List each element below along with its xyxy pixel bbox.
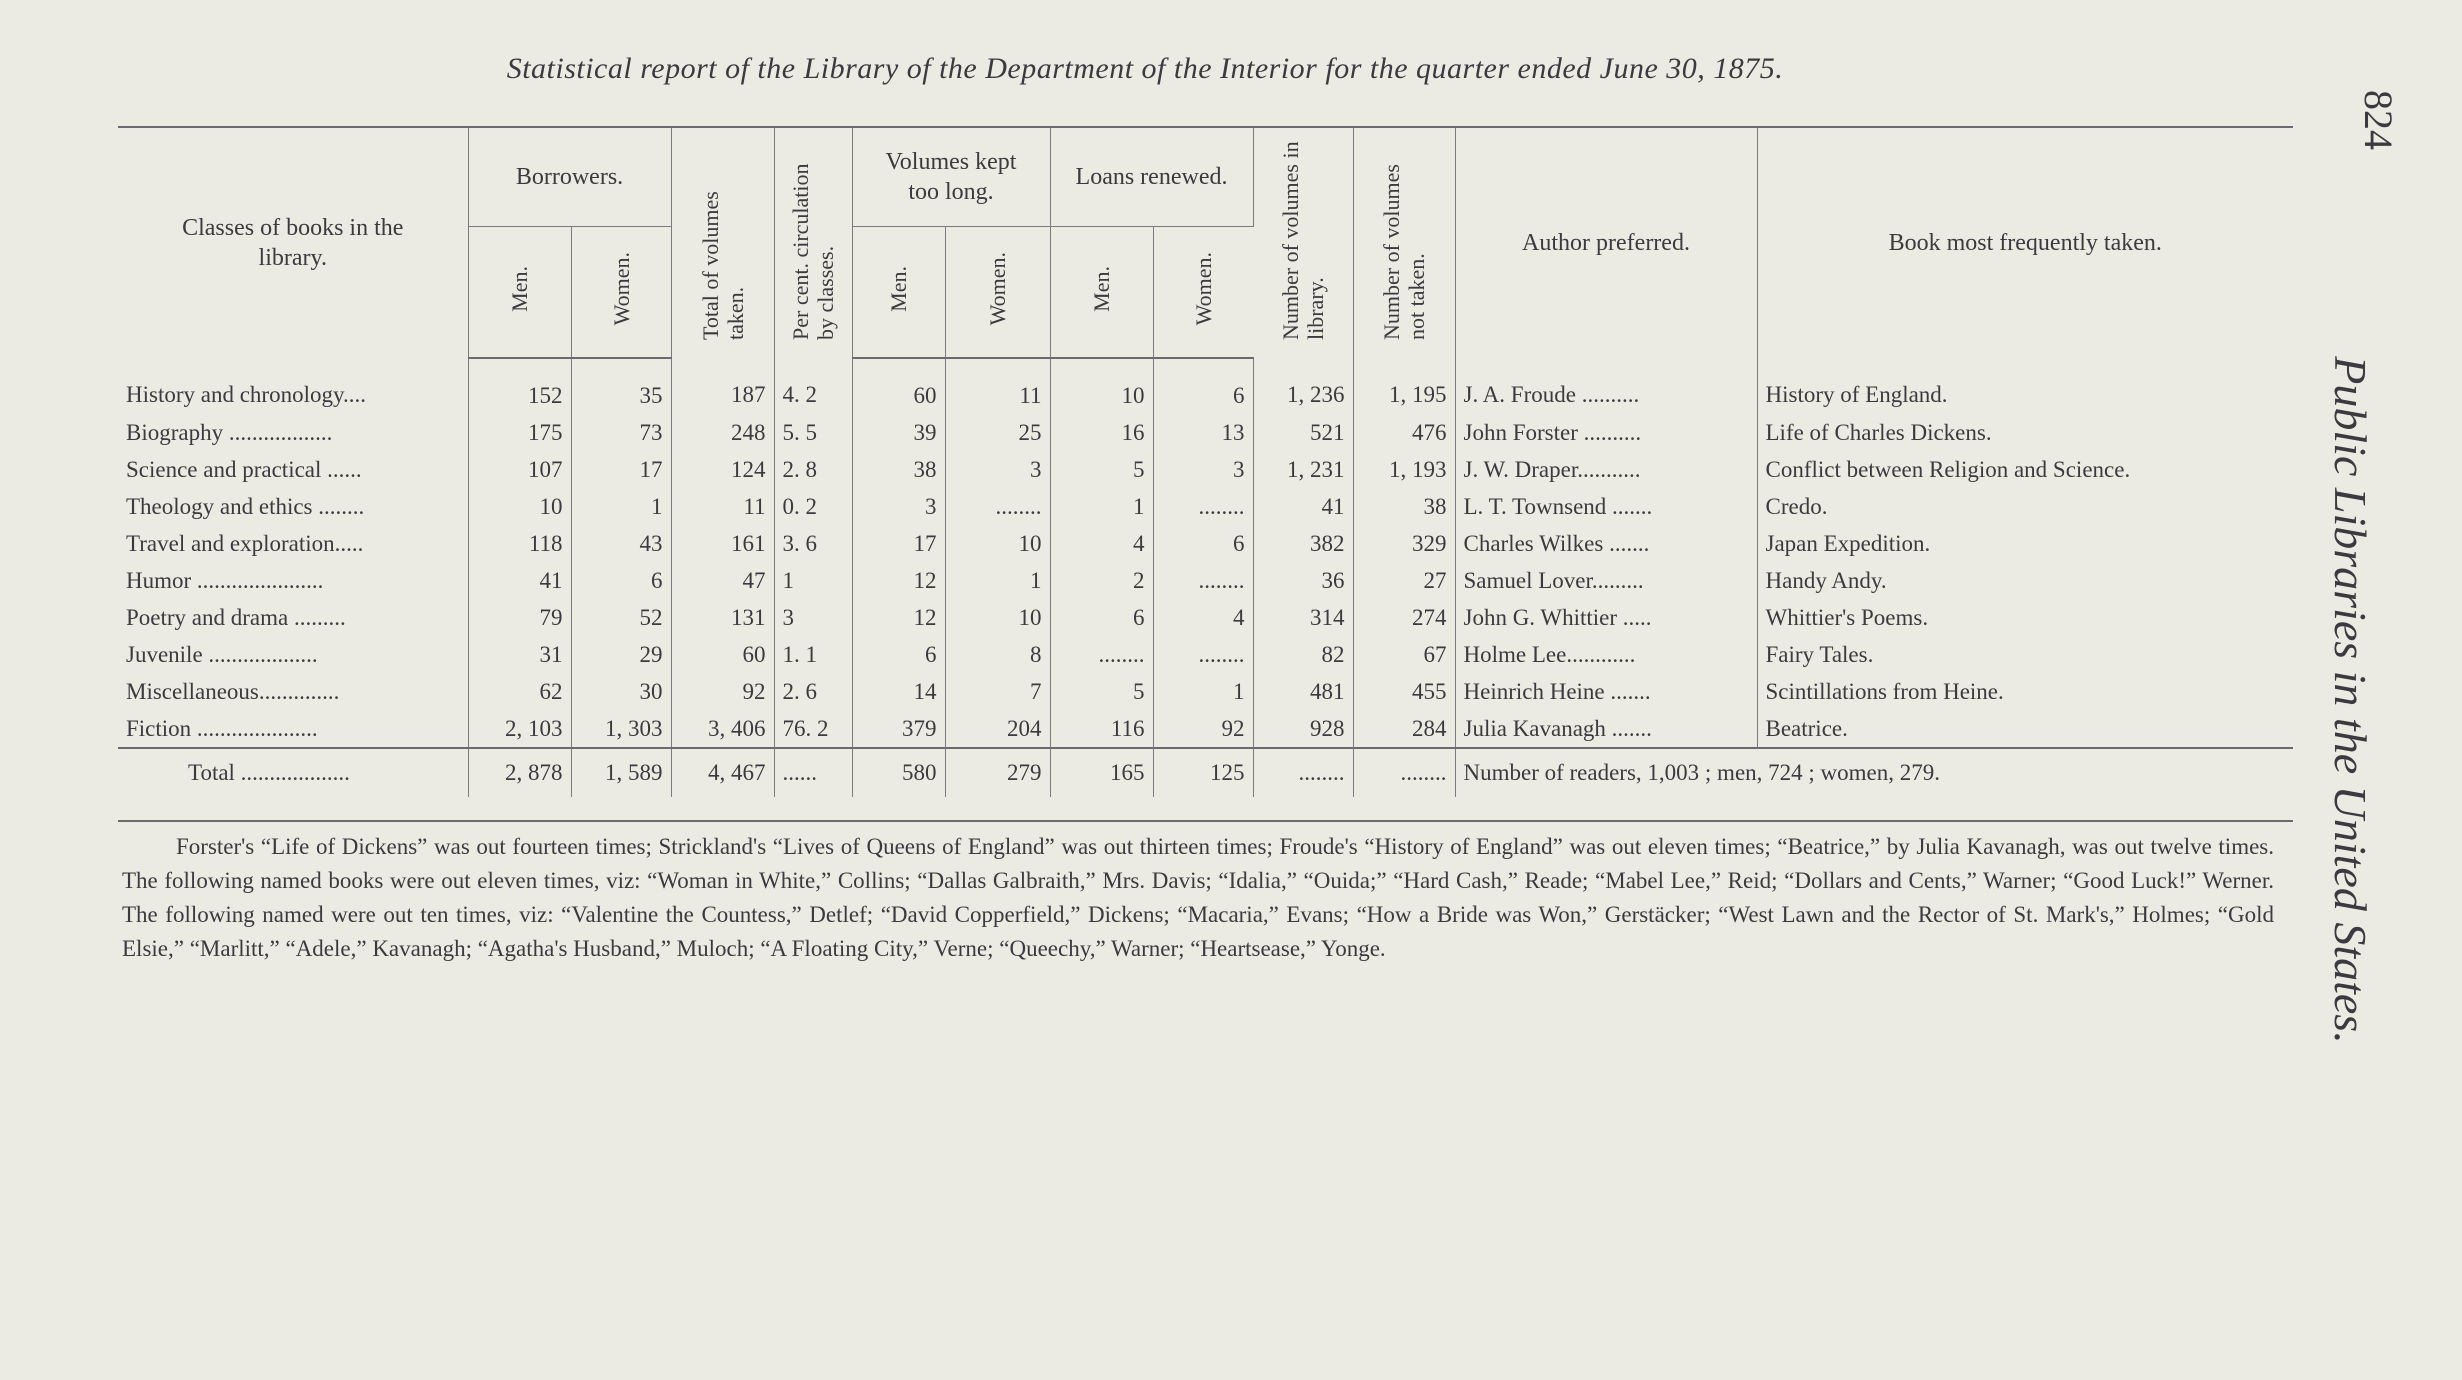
row-kept-women: 1 (945, 562, 1050, 599)
row-class: Juvenile ................... (118, 636, 468, 673)
row-author: J. W. Draper........... (1455, 451, 1757, 488)
row-kept-men: 14 (852, 673, 945, 710)
header-borrowers: Borrowers. (468, 128, 671, 227)
header-kept-women: Women. (945, 227, 1050, 359)
page-title: Statistical report of the Library of the Department of the Interior for the quarter ended June 30, 1875. (506, 52, 1784, 85)
row-renewed-women: 4 (1153, 599, 1253, 636)
total-per-cent: ...... (774, 748, 852, 797)
row-renewed-men: ........ (1050, 636, 1153, 673)
row-per-cent: 76. 2 (774, 710, 852, 748)
row-kept-women: ........ (945, 488, 1050, 525)
row-renewed-women: 6 (1153, 358, 1253, 414)
row-author: J. A. Froude .......... (1455, 358, 1757, 414)
total-borrowers-men: 2, 878 (468, 748, 571, 797)
table-row (118, 636, 2293, 673)
row-class: Fiction ..................... (118, 710, 468, 748)
row-borrowers-women: 29 (571, 636, 671, 673)
row-volumes-taken: 187 (671, 358, 774, 414)
row-kept-women: 7 (945, 673, 1050, 710)
row-book: Fairy Tales. (1765, 641, 1874, 667)
row-volumes-taken: 47 (671, 562, 774, 599)
row-author: Holme Lee............ (1455, 636, 1757, 673)
row-author: John Forster .......... (1455, 414, 1757, 451)
header-kept-men: Men. (852, 227, 945, 359)
row-volumes-taken: 248 (671, 414, 774, 451)
row-borrowers-men: 79 (468, 599, 571, 636)
row-renewed-men: 1 (1050, 488, 1153, 525)
row-renewed-women: ........ (1153, 488, 1253, 525)
row-class: Poetry and drama ......... (118, 599, 468, 636)
row-per-cent: 2. 8 (774, 451, 852, 488)
row-book: Whittier's Poems. (1765, 604, 1929, 630)
row-borrowers-women: 17 (571, 451, 671, 488)
table-row (118, 599, 2293, 636)
row-kept-men: 379 (852, 710, 945, 748)
row-renewed-men: 16 (1050, 414, 1153, 451)
row-class: Biography .................. (118, 414, 468, 451)
total-row (118, 748, 2293, 797)
header-author: Author preferred. (1455, 128, 1757, 358)
row-not-taken: 274 (1353, 599, 1455, 636)
row-not-taken: 67 (1353, 636, 1455, 673)
row-class: Science and practical ...... (118, 451, 468, 488)
row-book: Beatrice. (1765, 715, 1848, 741)
row-author: L. T. Townsend ....... (1455, 488, 1757, 525)
row-renewed-men: 4 (1050, 525, 1153, 562)
row-renewed-men: 5 (1050, 451, 1153, 488)
row-book: Handy Andy. (1765, 567, 1887, 593)
table-row (118, 562, 2293, 599)
row-borrowers-women: 1 (571, 488, 671, 525)
bottom-rule (118, 820, 2293, 822)
row-per-cent: 1 (774, 562, 852, 599)
row-per-cent: 3 (774, 599, 852, 636)
row-author: Heinrich Heine ....... (1455, 673, 1757, 710)
table-row (118, 358, 2293, 414)
row-renewed-women: 1 (1153, 673, 1253, 710)
total-label: Total ................... (118, 748, 468, 797)
page-number: 824 (2356, 90, 2401, 150)
table-row (118, 673, 2293, 710)
row-per-cent: 2. 6 (774, 673, 852, 710)
row-kept-men: 3 (852, 488, 945, 525)
row-class: Theology and ethics ........ (118, 488, 468, 525)
table-row (118, 710, 2293, 748)
footnote: Forster's “Life of Dickens” was out fourteen times; Strickland's “Lives of Queens of England” was out thirteen times; Froude's “History of England” was out eleven times; “Beatrice,” by Julia Kavanagh, was out twelve times. The following named books were out eleven times, viz: “Woman in White,” Collins; “Dallas Galbraith,” Mrs. Davis; “Idalia,” “Ouida;” “Hard Cash,” Reade; “Mabel Lee,” Reid; “Dollars and Cents,” Warner; “Good Luck!” Werner. The following named were out ten times, viz: “Valentine the Countess,” Detlef; “David Copperfield,” Dickens; “Macaria,” Evans; “How a Bride was Won,” Gerstäcker; “West Lawn and the Rector of St. Mark's,” Holmes; “Gold Elsie,” “Marlitt,” “Adele,” Kavanagh; “Agatha's Husband,” Muloch; “A Floating City,” Verne; “Queechy,” Warner; “Heartsease,” Yonge. (122, 834, 2274, 961)
header-not-taken: Number of volumes not taken. (1353, 128, 1455, 358)
row-per-cent: 1. 1 (774, 636, 852, 673)
row-renewed-women: 6 (1153, 525, 1253, 562)
row-borrowers-women: 30 (571, 673, 671, 710)
row-not-taken: 476 (1353, 414, 1455, 451)
header-kept-too-long: Volumes kept too long. (852, 128, 1050, 227)
row-in-library: 314 (1253, 599, 1353, 636)
row-class: Miscellaneous.............. (118, 673, 468, 710)
header-renewed-women: Women. (1153, 227, 1253, 359)
header-total-taken: Total of volumes taken. (671, 128, 774, 358)
row-kept-women: 8 (945, 636, 1050, 673)
header-classes: Classes of books in the library. (118, 128, 468, 358)
row-kept-men: 6 (852, 636, 945, 673)
row-borrowers-men: 152 (468, 358, 571, 414)
row-in-library: 82 (1253, 636, 1353, 673)
row-volumes-taken: 131 (671, 599, 774, 636)
row-renewed-women: ........ (1153, 562, 1253, 599)
row-borrowers-men: 41 (468, 562, 571, 599)
row-author: Charles Wilkes ....... (1455, 525, 1757, 562)
row-borrowers-women: 35 (571, 358, 671, 414)
total-borrowers-women: 1, 589 (571, 748, 671, 797)
row-in-library: 928 (1253, 710, 1353, 748)
row-renewed-men: 5 (1050, 673, 1153, 710)
row-kept-women: 25 (945, 414, 1050, 451)
row-renewed-men: 2 (1050, 562, 1153, 599)
header-in-library: Number of volumes in library. (1253, 128, 1353, 358)
row-per-cent: 5. 5 (774, 414, 852, 451)
row-volumes-taken: 124 (671, 451, 774, 488)
row-renewed-men: 10 (1050, 358, 1153, 414)
table-row (118, 525, 2293, 562)
row-not-taken: 38 (1353, 488, 1455, 525)
header-loans-renewed: Loans renewed. (1050, 128, 1253, 227)
row-book: Japan Expedition. (1765, 530, 1931, 556)
row-borrowers-men: 118 (468, 525, 571, 562)
total-renewed-men: 165 (1050, 748, 1153, 797)
table-row (118, 451, 2293, 488)
row-renewed-women: ........ (1153, 636, 1253, 673)
row-renewed-women: 3 (1153, 451, 1253, 488)
row-borrowers-men: 62 (468, 673, 571, 710)
row-kept-women: 3 (945, 451, 1050, 488)
row-author: Julia Kavanagh ....... (1455, 710, 1757, 748)
row-class: Humor ...................... (118, 562, 468, 599)
row-per-cent: 0. 2 (774, 488, 852, 525)
row-kept-men: 12 (852, 562, 945, 599)
row-kept-men: 39 (852, 414, 945, 451)
row-borrowers-men: 107 (468, 451, 571, 488)
row-borrowers-men: 31 (468, 636, 571, 673)
row-book: Conflict between Religion and Science. (1765, 456, 2131, 482)
row-in-library: 382 (1253, 525, 1353, 562)
total-renewed-women: 125 (1153, 748, 1253, 797)
running-head: Public Libraries in the United States. (2325, 356, 2376, 1044)
row-volumes-taken: 161 (671, 525, 774, 562)
row-borrowers-men: 175 (468, 414, 571, 451)
row-volumes-taken: 11 (671, 488, 774, 525)
table-row (118, 414, 2293, 451)
row-not-taken: 455 (1353, 673, 1455, 710)
row-not-taken: 1, 193 (1353, 451, 1455, 488)
row-kept-men: 17 (852, 525, 945, 562)
total-not-taken: ........ (1353, 748, 1455, 797)
row-renewed-women: 92 (1153, 710, 1253, 748)
row-kept-women: 204 (945, 710, 1050, 748)
row-kept-men: 60 (852, 358, 945, 414)
header-book: Book most frequently taken. (1888, 230, 2162, 256)
row-book: History of England. (1765, 382, 1948, 407)
row-borrowers-men: 2, 103 (468, 710, 571, 748)
row-author: Samuel Lover......... (1455, 562, 1757, 599)
table-row (118, 488, 2293, 525)
total-kept-men: 580 (852, 748, 945, 797)
row-in-library: 481 (1253, 673, 1353, 710)
total-kept-women: 279 (945, 748, 1050, 797)
row-renewed-men: 116 (1050, 710, 1153, 748)
header-borrowers-men: Men. (468, 227, 571, 359)
header-borrowers-women: Women. (571, 227, 671, 359)
row-not-taken: 284 (1353, 710, 1455, 748)
row-in-library: 41 (1253, 488, 1353, 525)
row-borrowers-women: 43 (571, 525, 671, 562)
number-of-readers: Number of readers, 1,003 ; men, 724 ; women, 279. (1455, 748, 2293, 797)
row-class: History and chronology.... (118, 358, 468, 414)
row-book: Life of Charles Dickens. (1765, 419, 1992, 445)
row-per-cent: 4. 2 (774, 358, 852, 414)
row-renewed-women: 13 (1153, 414, 1253, 451)
header-per-cent: Per cent. circulation by classes. (774, 128, 852, 358)
header-renewed-men: Men. (1050, 227, 1153, 359)
row-not-taken: 27 (1353, 562, 1455, 599)
total-volumes-taken: 4, 467 (671, 748, 774, 797)
total-in-library: ........ (1253, 748, 1353, 797)
row-kept-men: 12 (852, 599, 945, 636)
row-book: Credo. (1765, 493, 1828, 519)
row-not-taken: 1, 195 (1353, 358, 1455, 414)
row-kept-men: 38 (852, 451, 945, 488)
row-borrowers-women: 52 (571, 599, 671, 636)
row-per-cent: 3. 6 (774, 525, 852, 562)
row-borrowers-women: 1, 303 (571, 710, 671, 748)
row-class: Travel and exploration..... (118, 525, 468, 562)
row-kept-women: 11 (945, 358, 1050, 414)
row-kept-women: 10 (945, 599, 1050, 636)
row-book: Scintillations from Heine. (1765, 678, 2004, 704)
row-in-library: 36 (1253, 562, 1353, 599)
table-body (118, 358, 2293, 748)
statistics-table (118, 128, 2293, 797)
row-renewed-men: 6 (1050, 599, 1153, 636)
row-volumes-taken: 60 (671, 636, 774, 673)
row-kept-women: 10 (945, 525, 1050, 562)
row-author: John G. Whittier ..... (1455, 599, 1757, 636)
row-borrowers-women: 6 (571, 562, 671, 599)
row-volumes-taken: 3, 406 (671, 710, 774, 748)
row-in-library: 521 (1253, 414, 1353, 451)
row-in-library: 1, 231 (1253, 451, 1353, 488)
row-borrowers-men: 10 (468, 488, 571, 525)
row-borrowers-women: 73 (571, 414, 671, 451)
row-in-library: 1, 236 (1253, 358, 1353, 414)
row-volumes-taken: 92 (671, 673, 774, 710)
row-not-taken: 329 (1353, 525, 1455, 562)
